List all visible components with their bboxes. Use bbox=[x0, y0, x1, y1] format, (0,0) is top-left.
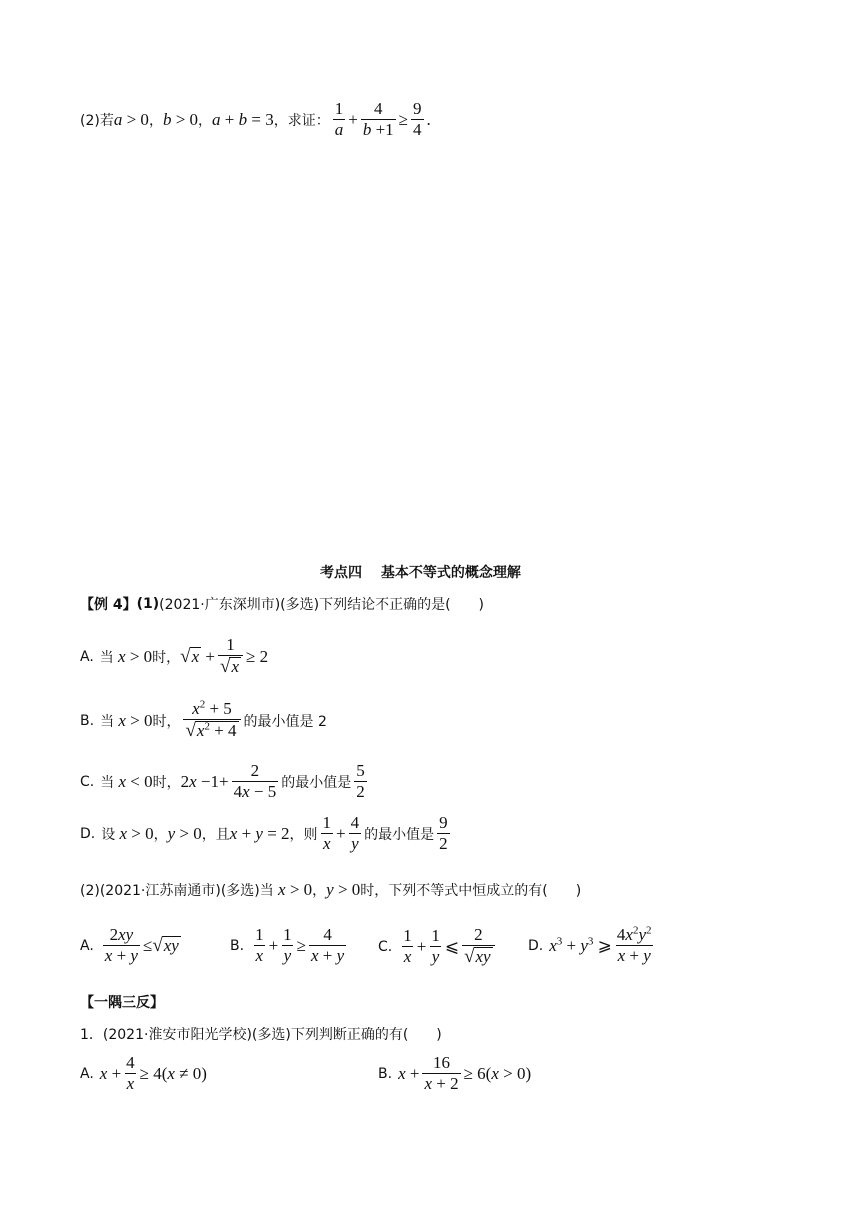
option-letter: D. bbox=[528, 937, 544, 954]
option-text: ，则 bbox=[289, 826, 318, 843]
part-2-option-b: B. $\frac{1}{x}$ + $\frac{1}{y}$ ≥ $\frac{4}{x + y}$ bbox=[230, 925, 345, 965]
option-text: 当 bbox=[99, 649, 114, 666]
part-2-option-a: A. $\frac{2xy}{x + y}$ ≤ √ xy bbox=[80, 925, 179, 965]
fraction: $\frac{2}{4x - 5}$ bbox=[233, 761, 277, 801]
option-text: 时， bbox=[152, 649, 181, 666]
option-letter: A. bbox=[80, 1065, 94, 1082]
fraction: $\frac{4}{y}$ bbox=[350, 813, 360, 853]
option-letter: B. bbox=[230, 937, 245, 954]
section-title: 考点四 基本不等式的概念理解 bbox=[320, 565, 521, 581]
fraction: 1 √ x bbox=[218, 636, 243, 677]
option-text: 的最小值是 bbox=[281, 774, 352, 791]
fraction: $\frac{1}{x}$ bbox=[322, 813, 332, 853]
fraction: $x^2 + 5$ √ $x^2 + 4$ bbox=[183, 700, 240, 741]
question-source: (2021·广东深圳市)(多选)下列结论不正确的是( ) bbox=[159, 597, 485, 613]
fraction: $\frac{4}{x}$ bbox=[126, 1053, 135, 1093]
question-text: 时，下列不等式中恒成立的有( ) bbox=[360, 883, 582, 899]
fraction: $\frac{1}{a}$ bbox=[334, 99, 344, 139]
fraction: $\frac{16}{x + 2}$ bbox=[424, 1053, 459, 1093]
fraction: $\frac{4}{x + y}$ bbox=[311, 925, 345, 965]
fraction: $\frac{2xy}{x + y}$ bbox=[104, 925, 138, 965]
part-number: (1) bbox=[136, 596, 160, 612]
option-b: B. 当 x > 0 时， $x^2 + 5$ √ $x^2 + 4$ 的最小值是 2 bbox=[80, 698, 327, 741]
option-letter: B. bbox=[80, 712, 95, 729]
option-letter: C. bbox=[378, 938, 393, 955]
fraction: 2 √ xy bbox=[462, 926, 495, 967]
example-4-header bbox=[80, 594, 484, 614]
option-text: ，且 bbox=[201, 826, 230, 843]
practice-option-a: A. x + $\frac{4}{x}$ ≥ 4(x ≠ 0) bbox=[80, 1053, 207, 1093]
option-text: 当 bbox=[100, 774, 115, 791]
fraction: $\frac{4x^2y^2}{x + y}$ bbox=[616, 924, 652, 965]
option-letter: B. bbox=[378, 1065, 393, 1082]
option-text: 当 bbox=[100, 713, 115, 730]
separator: ， bbox=[198, 112, 213, 129]
question-source: (2)(2021·江苏南通市)(多选)当 bbox=[80, 883, 274, 899]
fraction: $\frac{1}{x}$ bbox=[403, 926, 412, 966]
practice-option-b: B. x + $\frac{16}{x + 2}$ ≥ 6(x > 0) bbox=[378, 1053, 532, 1093]
option-text: 时， bbox=[152, 774, 181, 791]
fraction: $\frac{4}{b +1}$ bbox=[362, 99, 394, 139]
fraction: $\frac{5}{2}$ bbox=[356, 761, 365, 801]
fraction: $\frac{9}{2}$ bbox=[439, 813, 448, 853]
example-4-part-2: (2)(2021·江苏南通市)(多选)当 x > 0 ， y > 0 时，下列不等式中恒成立的有( ) bbox=[80, 880, 582, 899]
option-letter: C. bbox=[80, 773, 95, 790]
option-letter: A. bbox=[80, 648, 94, 665]
option-letter: D. bbox=[80, 825, 96, 842]
option-d: D. 设 x > 0 ， y > 0 ，且 x + y = 2 ，则 $\frac{1}{x}$ + $\frac{4}{y}$ 的最小值是 $\frac{9}{2}$ bbox=[80, 813, 448, 853]
prove-label: ，求证： bbox=[273, 112, 330, 129]
part-2-option-c: C. $\frac{1}{x}$ + $\frac{1}{y}$ ⩽ 2 √ xy bbox=[378, 926, 498, 967]
practice-question-1: 1．(2021·淮安市阳光学校)(多选)下列判断正确的有( ) bbox=[80, 1027, 442, 1043]
option-text: 设 bbox=[101, 826, 116, 843]
separator: ， bbox=[148, 112, 163, 129]
fraction: $\frac{1}{x}$ bbox=[255, 925, 264, 965]
practice-heading: 【一隅三反】 bbox=[80, 995, 164, 1011]
problem-2-line: (2)若 a > 0 ， b > 0 ， a + b = 3 ，求证： $\frac{1}{a}$ + $\frac{4}{b +1}$ ≥ $\frac{9}{4}$ . bbox=[80, 99, 431, 139]
option-letter: A. bbox=[80, 937, 94, 954]
option-text: 时， bbox=[152, 713, 181, 730]
problem-2-label: (2)若 bbox=[80, 112, 114, 129]
option-text: 的最小值是 bbox=[364, 826, 435, 843]
option-c: C. 当 x < 0 时， 2x −1+ $\frac{2}{4x - 5}$ 的最小值是 $\frac{5}{2}$ bbox=[80, 761, 365, 801]
part-2-option-d: D. $x^3 + y^3$ ⩾ $\frac{4x^2y^2}{x + y}$ bbox=[528, 924, 652, 965]
option-a: A. 当 x > 0 时， √ x + 1 √ x ≥ 2 bbox=[80, 635, 269, 677]
sqrt-expr: √ x bbox=[180, 645, 200, 667]
option-text: 的最小值是 2 bbox=[243, 713, 327, 730]
fraction: $\frac{9}{4}$ bbox=[413, 99, 422, 139]
example-tag: 【例 4】 bbox=[80, 597, 137, 613]
fraction: $\frac{1}{y}$ bbox=[431, 926, 440, 966]
fraction: $\frac{1}{y}$ bbox=[283, 925, 292, 965]
math-expr: a bbox=[113, 109, 123, 129]
